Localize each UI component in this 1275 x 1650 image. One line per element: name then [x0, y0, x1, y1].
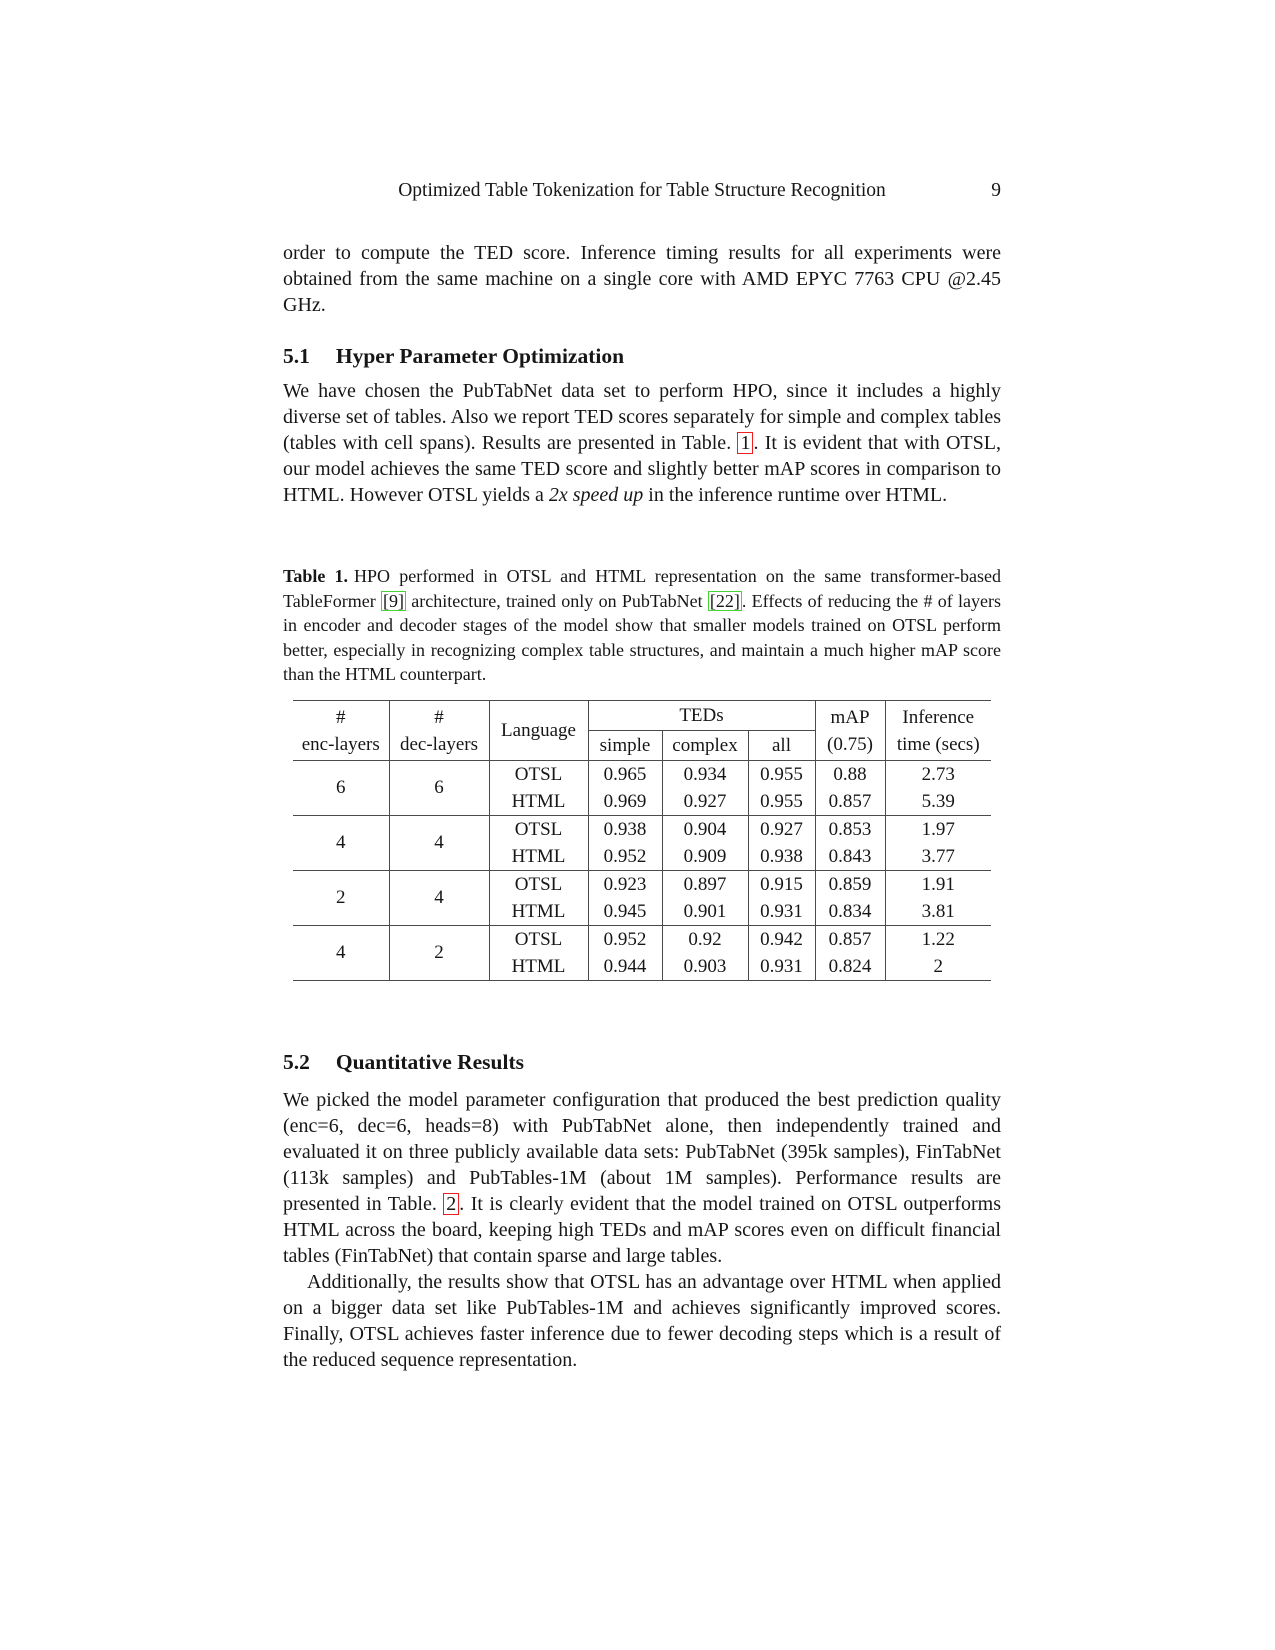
column-header-simple: simple [588, 731, 662, 761]
section-5-2-heading [283, 1050, 1001, 1075]
language-value: OTSL [489, 816, 588, 844]
teds-all-value: 0.955 [748, 788, 815, 816]
teds-complex-value: 0.909 [662, 843, 748, 871]
table-row [293, 926, 991, 954]
dec-layers-value: 6 [389, 761, 489, 816]
language-value: OTSL [489, 926, 588, 954]
teds-complex-value: 0.927 [662, 788, 748, 816]
section-5-2-paragraph-1 [283, 1087, 1001, 1269]
dec-layers-value: 4 [389, 816, 489, 871]
citation-22-link[interactable]: [22] [709, 590, 740, 611]
column-header-language: Language [489, 701, 588, 761]
teds-all-value: 0.931 [748, 953, 815, 981]
teds-complex-value: 0.904 [662, 816, 748, 844]
teds-all-value: 0.942 [748, 926, 815, 954]
map-threshold-label: (0.75) [827, 733, 873, 755]
dec-layers-label: dec-layers [399, 733, 479, 755]
enc-layers-value: 4 [293, 926, 389, 981]
paragraph-text: We picked the model parameter configuration that produced the best prediction quality (enc=6, dec=6, heads=8) with PubTabNet alone, then independently trained and evaluated it on three publicly available data sets: PubTabNet (395k samples), FinTabNet (113k samples) and PubTables-1M (about 1M samples). Performance results are presented in Table. [283, 1089, 1001, 1215]
section-5-1-paragraph [283, 378, 1001, 508]
section-5-1-number: 5.1 [283, 344, 310, 368]
inference-label: Inference [902, 706, 975, 728]
running-header [283, 178, 1001, 204]
map-value: 0.834 [815, 898, 885, 926]
emphasized-text: 2x speed up [548, 484, 644, 506]
column-header-inference-time [885, 701, 991, 761]
teds-all-value: 0.927 [748, 816, 815, 844]
column-header-all: all [748, 731, 815, 761]
teds-all-value: 0.931 [748, 898, 815, 926]
map-value: 0.824 [815, 953, 885, 981]
map-value: 0.843 [815, 843, 885, 871]
teds-simple-value: 0.952 [588, 926, 662, 954]
teds-complex-value: 0.903 [662, 953, 748, 981]
language-value: HTML [489, 788, 588, 816]
inference-time-value: 1.91 [885, 871, 991, 899]
table-row [293, 761, 991, 789]
language-value: HTML [489, 898, 588, 926]
teds-simple-value: 0.952 [588, 843, 662, 871]
paragraph-text: in the inference runtime over HTML. [643, 484, 948, 506]
hash-symbol: # [434, 706, 444, 728]
paragraph-text: . It is evident that with OTSL, our model achieves the same TED score and slightly better mAP scores in comparison to HTML. However OTSL yields a [283, 432, 1001, 506]
intro-text: order to compute the TED score. Inference timing results for all experiments were obtained from the same machine on a single core with AMD EPYC 7763 CPU @2.45 GHz. [283, 242, 1001, 316]
table-1-caption-label: Table 1. [283, 566, 349, 586]
section-5-2-number: 5.2 [283, 1050, 310, 1074]
paragraph-text: . It is clearly evident that the model trained on OTSL outperforms HTML across the board, keeping high TEDs and mAP scores even on difficult financial tables (FinTabNet) that contain sparse and large tables. [283, 1193, 1001, 1267]
column-header-teds: TEDs [588, 701, 815, 731]
table-1-reference-link[interactable]: 1 [737, 432, 753, 454]
teds-simple-value: 0.923 [588, 871, 662, 899]
section-5-1-title: Hyper Parameter Optimization [335, 344, 625, 368]
column-header-map [815, 701, 885, 761]
caption-text: HPO performed in OTSL and HTML representation on the same transformer-based TableFormer [283, 566, 1001, 611]
caption-text: architecture, trained only on PubTabNet [406, 590, 708, 611]
intro-paragraph [283, 240, 1001, 318]
paragraph-text: Additionally, the results show that OTSL has an advantage over HTML when applied on a bigger data set like PubTables-1M and achieves significantly improved scores. Finally, OTSL achieves faster inference due to fewer decoding steps which is a result of the reduced sequence representation. [283, 1271, 1001, 1371]
enc-layers-value: 4 [293, 816, 389, 871]
table-header-row [293, 701, 991, 731]
table-row [293, 871, 991, 899]
table-1-caption [283, 564, 1001, 687]
teds-simple-value: 0.965 [588, 761, 662, 789]
inference-time-value: 2.73 [885, 761, 991, 789]
column-header-complex: complex [662, 731, 748, 761]
inference-time-value: 5.39 [921, 790, 955, 812]
map-value: 0.853 [815, 816, 885, 844]
teds-all-value: 0.955 [748, 761, 815, 789]
column-header-enc-layers [293, 701, 389, 761]
teds-simple-value: 0.969 [588, 788, 662, 816]
map-value: 0.857 [815, 788, 885, 816]
enc-layers-value: 6 [293, 761, 389, 816]
table-2-reference-link[interactable]: 2 [443, 1193, 459, 1215]
map-value: 0.857 [815, 926, 885, 954]
teds-complex-value: 0.897 [662, 871, 748, 899]
teds-simple-value: 0.945 [588, 898, 662, 926]
teds-complex-value: 0.901 [662, 898, 748, 926]
section-5-2-paragraphs [283, 1087, 1001, 1373]
map-value: 0.88 [815, 761, 885, 789]
page-number: 9 [991, 180, 1001, 201]
inference-time-value: 3.81 [921, 900, 955, 922]
enc-layers-label: enc-layers [301, 733, 380, 755]
teds-all-value: 0.915 [748, 871, 815, 899]
section-5-2-paragraph-2 [283, 1269, 1001, 1373]
teds-simple-value: 0.938 [588, 816, 662, 844]
teds-complex-value: 0.934 [662, 761, 748, 789]
map-label: mAP [830, 706, 870, 728]
paragraph-text: We have chosen the PubTabNet data set to perform HPO, since it includes a highly diverse set of tables. Also we report TED scores separately for simple and complex tables (tables with cell spans). Results are presented in Table. [283, 380, 1001, 454]
dec-layers-value: 2 [389, 926, 489, 981]
language-value: HTML [489, 843, 588, 871]
results-table [293, 700, 991, 981]
dec-layers-value: 4 [389, 871, 489, 926]
column-header-dec-layers [389, 701, 489, 761]
section-5-1-heading [283, 344, 1001, 369]
enc-layers-value: 2 [293, 871, 389, 926]
teds-simple-value: 0.944 [588, 953, 662, 981]
inference-time-value: 3.77 [921, 845, 955, 867]
teds-complex-value: 0.92 [662, 926, 748, 954]
caption-text: . Effects of reducing the # of layers in encoder and decoder stages of the model show that smaller models trained on OTSL perform better, especially in recognizing complex table structures, and maintain a much higher mAP score than the HTML counterpart. [283, 590, 1001, 684]
language-value: HTML [489, 953, 588, 981]
inference-time-value: 1.22 [885, 926, 991, 954]
language-value: OTSL [489, 761, 588, 789]
map-value: 0.859 [815, 871, 885, 899]
inference-time-value: 2 [933, 955, 943, 977]
running-title: Optimized Table Tokenization for Table Structure Recognition [398, 180, 886, 201]
inference-time-value: 1.97 [885, 816, 991, 844]
table-row [293, 816, 991, 844]
hash-symbol: # [336, 706, 346, 728]
language-value: OTSL [489, 871, 588, 899]
teds-all-value: 0.938 [748, 843, 815, 871]
time-secs-label: time (secs) [896, 733, 980, 755]
section-5-2-title: Quantitative Results [335, 1050, 524, 1074]
citation-9-link[interactable]: [9] [383, 590, 404, 611]
